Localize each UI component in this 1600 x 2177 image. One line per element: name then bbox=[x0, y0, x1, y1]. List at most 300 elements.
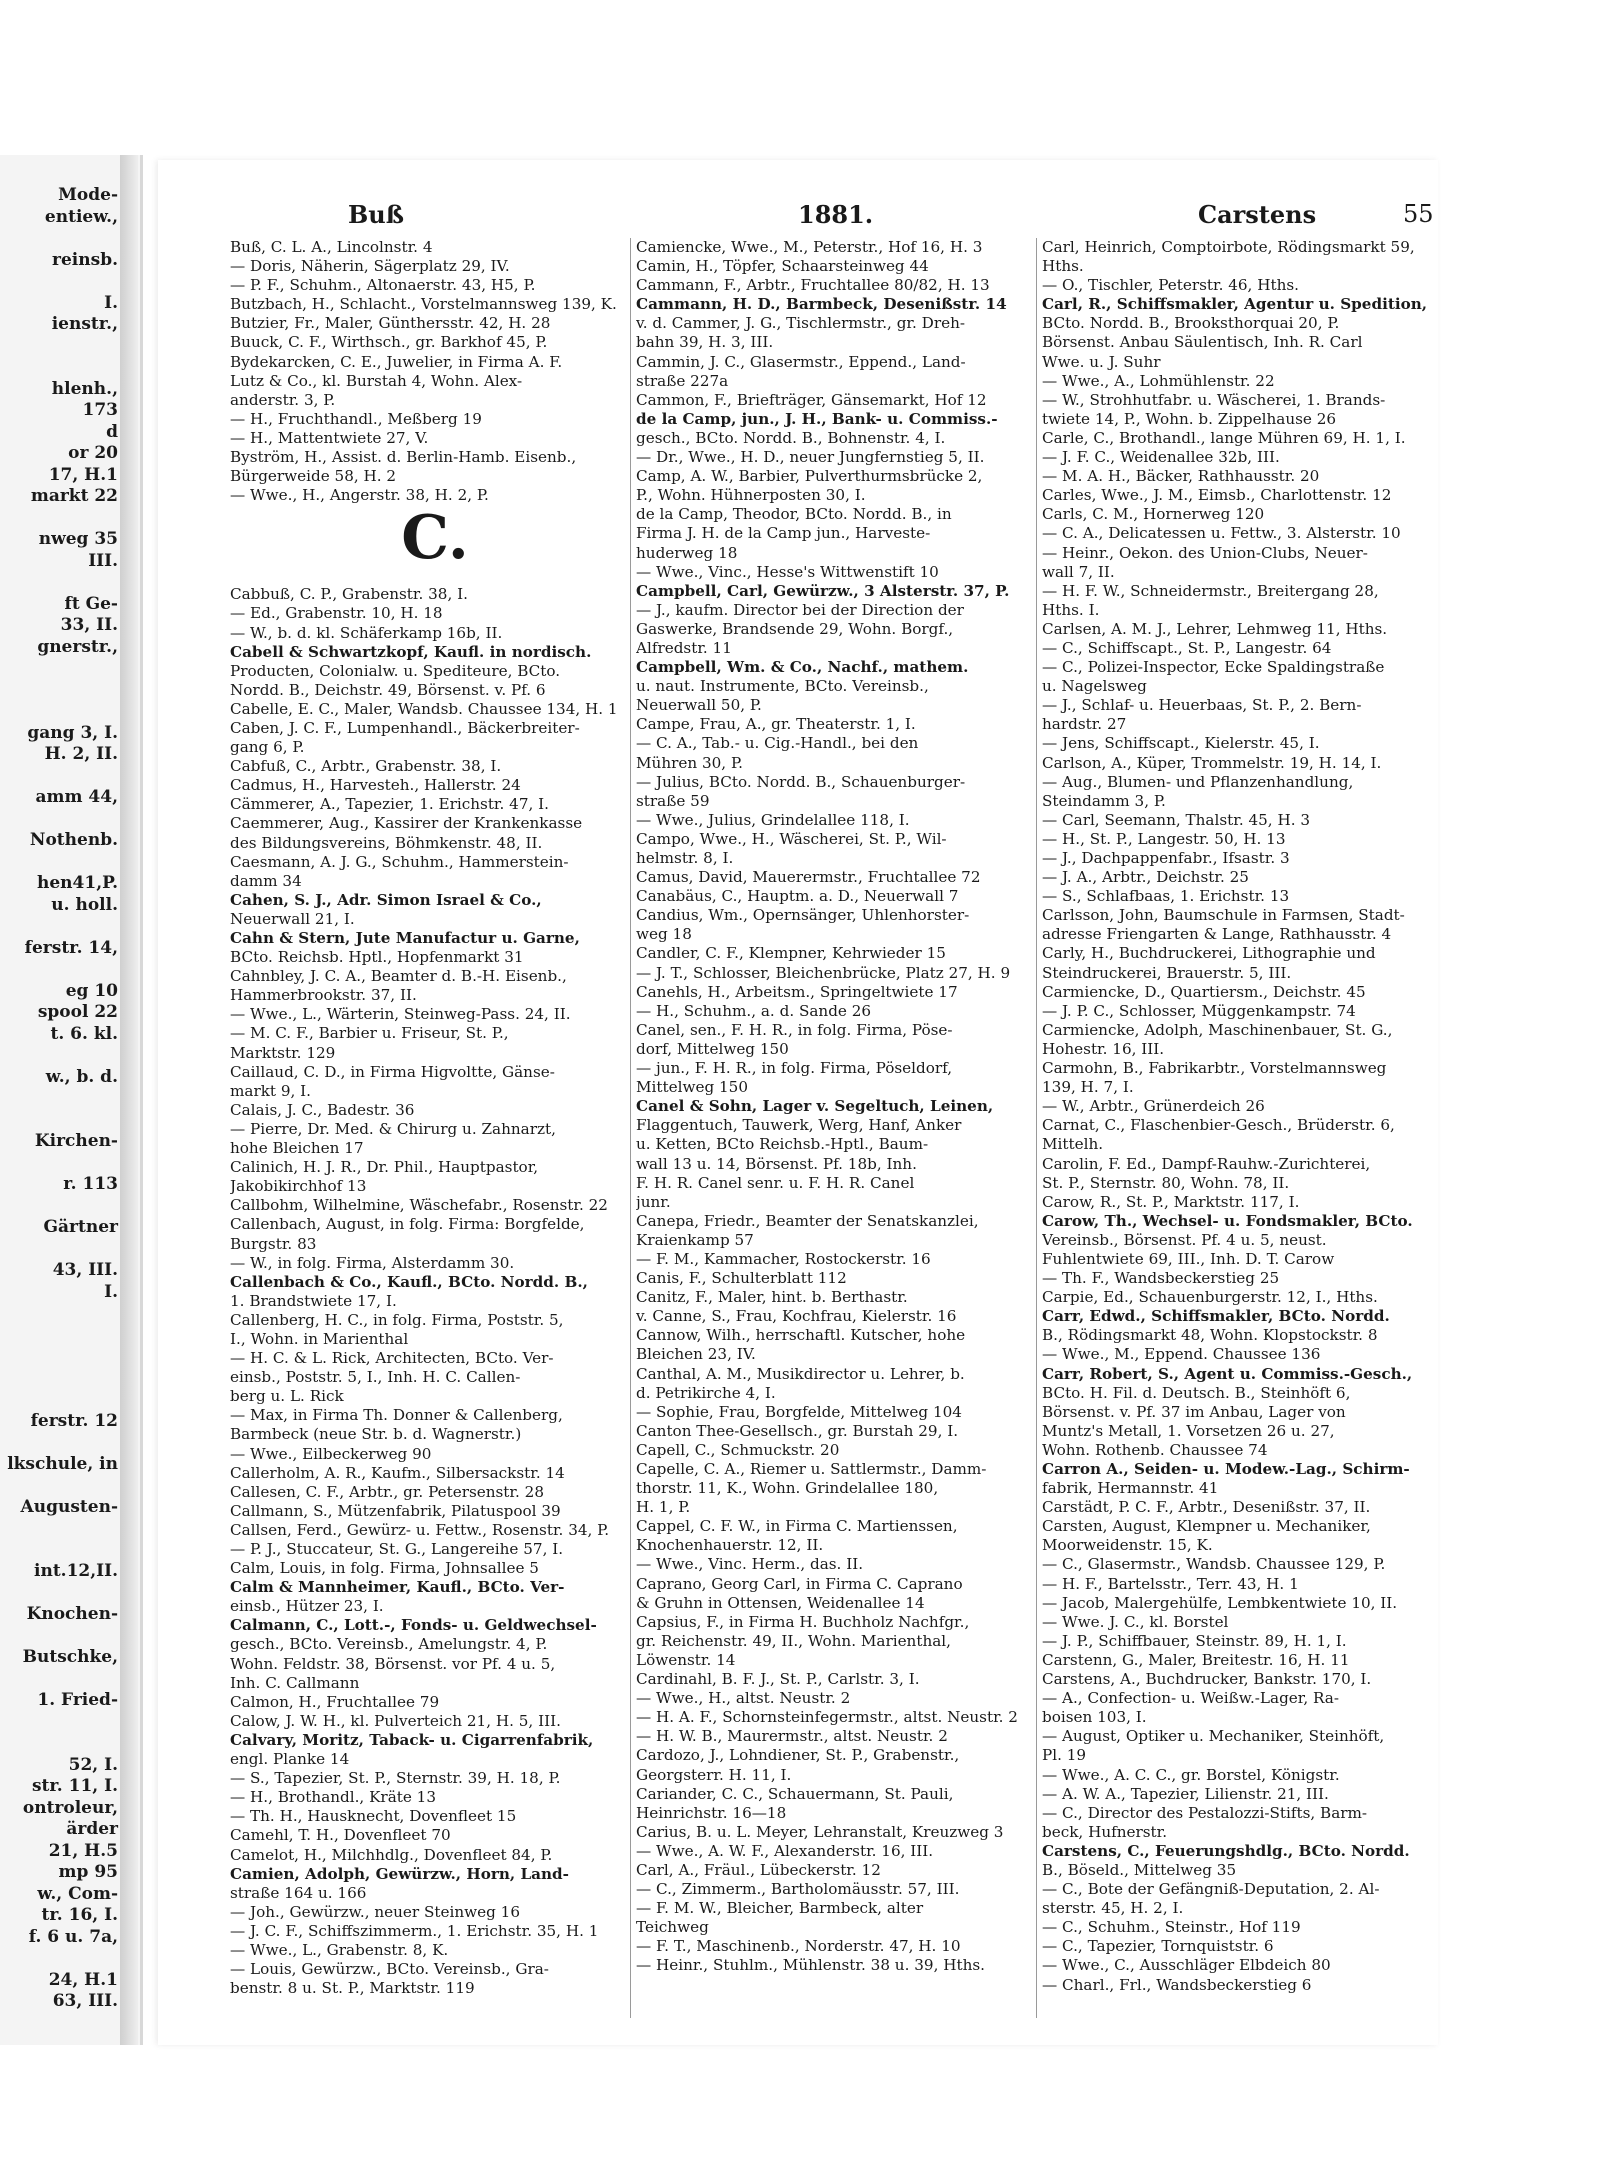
directory-entry-line: Canehls, H., Arbeitsm., Springeltwiete 17 bbox=[636, 982, 958, 1001]
previous-page-fragment: Augusten- bbox=[20, 1496, 118, 1517]
previous-page-fragment: I. bbox=[104, 292, 118, 313]
directory-entry-line: Löwenstr. 14 bbox=[636, 1650, 736, 1669]
directory-entry-line: — C., Bote der Gefängniß-Deputation, 2. Al- bbox=[1042, 1880, 1380, 1899]
directory-entry-line: Callerholm, A. R., Kaufm., Silbersackstr. 14 bbox=[230, 1463, 565, 1482]
previous-page-fragment: w., Com- bbox=[37, 1883, 118, 1904]
directory-entry-line: Carly, H., Buchdruckerei, Lithographie und bbox=[1042, 944, 1376, 963]
directory-entry-line: — F. T., Maschinenb., Norderstr. 47, H. 10 bbox=[636, 1937, 961, 1956]
header-right-keyword: Carstens bbox=[1198, 200, 1317, 229]
directory-entry-line: Heinrichstr. 16—18 bbox=[636, 1803, 787, 1822]
directory-entry-line: Teichweg bbox=[636, 1918, 709, 1937]
previous-page-fragment: gnerstr., bbox=[37, 636, 118, 657]
directory-entry-line: weg 18 bbox=[636, 925, 692, 944]
directory-entry-line: straße 59 bbox=[636, 791, 710, 810]
directory-entry-line: BCto. Nordd. B., Brooksthorquai 20, P. bbox=[1042, 314, 1340, 333]
directory-entry-line: Carow, Th., Wechsel- u. Fondsmakler, BCto. bbox=[1042, 1211, 1413, 1230]
previous-page-fragment: I. bbox=[104, 1281, 118, 1302]
directory-entry-line: Inh. C. Callmann bbox=[230, 1673, 360, 1692]
directory-entry-line: Carl, R., Schiffsmakler, Agentur u. Spedition, bbox=[1042, 295, 1428, 314]
previous-page-fragment: spool 22 bbox=[37, 1002, 118, 1022]
directory-entry-line: — J. T., Schlosser, Bleichenbrücke, Platz 27, H. 9 bbox=[636, 963, 1011, 982]
directory-entry-line: — H. F., Bartelsstr., Terr. 43, H. 1 bbox=[1042, 1574, 1299, 1593]
section-letter: C. bbox=[401, 503, 469, 574]
directory-entry-line: v. Canne, S., Frau, Kochfrau, Kielerstr. 16 bbox=[636, 1307, 957, 1326]
previous-page-fragment: ft Ge- bbox=[64, 593, 118, 614]
previous-page-fragment: r. 113 bbox=[63, 1174, 118, 1194]
directory-entry-line: — Sophie, Frau, Borgfelde, Mittelweg 104 bbox=[636, 1402, 962, 1421]
directory-entry-line: Cabell & Schwartzkopf, Kaufl. in nordisch. bbox=[230, 642, 592, 661]
directory-entry-line: junr. bbox=[636, 1192, 671, 1211]
directory-entry-line: Wohn. Feldstr. 38, Börsenst. vor Pf. 4 u. 5, bbox=[230, 1654, 556, 1673]
directory-entry-line: straße 227a bbox=[636, 371, 729, 390]
directory-entry-line: — J., Schlaf- u. Heuerbaas, St. P., 2. Bern- bbox=[1042, 696, 1362, 715]
directory-entry-line: Cardinahl, B. F. J., St. P., Carlstr. 3, I. bbox=[636, 1670, 920, 1689]
directory-entry-line: — J., kaufm. Director bei der Direction der bbox=[636, 600, 964, 619]
directory-entry-line: Cammon, F., Briefträger, Gänsemarkt, Hof 12 bbox=[636, 390, 987, 409]
directory-entry-line: bahn 39, H. 3, III. bbox=[636, 333, 774, 352]
directory-entry-line: Calmann, C., Lott.-, Fonds- u. Geldwechsel- bbox=[230, 1616, 597, 1635]
directory-entry-line: Canton Thee-Gesellsch., gr. Burstah 29, I. bbox=[636, 1421, 959, 1440]
directory-entry-line: Camus, David, Mauerermstr., Fruchtallee 72 bbox=[636, 868, 981, 887]
directory-column-3 bbox=[1042, 238, 1462, 1995]
previous-page-fragment: 17, H.1 bbox=[48, 464, 118, 485]
directory-entry-line: Cahn & Stern, Jute Manufactur u. Garne, bbox=[230, 929, 580, 947]
directory-entry-line: Carr, Robert, S., Agent u. Commiss.-Gesch., bbox=[1042, 1364, 1413, 1383]
directory-entry-line: u. Nagelsweg bbox=[1042, 677, 1147, 696]
directory-entry-line: — M. A. H., Bäcker, Rathhausstr. 20 bbox=[1042, 467, 1320, 486]
directory-entry-line: Nordd. B., Deichstr. 49, Börsenst. v. Pf. 6 bbox=[230, 680, 546, 699]
directory-entry-line: — J. P., Schiffbauer, Steinstr. 89, H. 1, I. bbox=[1042, 1631, 1347, 1650]
directory-entry-line: — A. W. A., Tapezier, Lilienstr. 21, III. bbox=[1042, 1784, 1329, 1803]
previous-page-fragment: markt 22 bbox=[30, 486, 118, 506]
previous-page-fragment: entiew., bbox=[44, 206, 118, 227]
directory-entry-line: sterstr. 45, H. 2, I. bbox=[1042, 1899, 1184, 1918]
directory-entry-line: Neuerwall 21, I. bbox=[230, 909, 355, 928]
directory-entry-line: — Wwe., Vinc., Hesse's Wittwenstift 10 bbox=[636, 562, 939, 581]
directory-entry-line: — O., Tischler, Peterstr. 46, Hths. bbox=[1042, 276, 1299, 295]
directory-entry-line: Carstädt, P. C. F., Arbtr., Desenißstr. 37, II. bbox=[1042, 1498, 1371, 1517]
previous-page-fragment: Mode- bbox=[58, 185, 118, 205]
directory-entry-line: — C., Schuhm., Steinstr., Hof 119 bbox=[1042, 1918, 1301, 1937]
directory-entry-line: — Aug., Blumen- und Pflanzenhandlung, bbox=[1042, 772, 1354, 791]
directory-entry-line: Buuck, C. F., Wirthsch., gr. Barkhof 45, P. bbox=[230, 333, 548, 352]
directory-entry-line: Hths. I. bbox=[1042, 600, 1100, 619]
previous-page-fragment: tr. 16, I. bbox=[41, 1905, 118, 1925]
previous-page-fragment: H. 2, II. bbox=[44, 744, 118, 764]
directory-entry-line: Carmiencke, D., Quartiersm., Deichstr. 45 bbox=[1042, 982, 1366, 1001]
directory-entry-line: Cahen, S. J., Adr. Simon Israel & Co., bbox=[230, 890, 542, 909]
directory-entry-line: Canthal, A. M., Musikdirector u. Lehrer, b. bbox=[636, 1364, 965, 1383]
directory-entry-line: — Jens, Schiffscapt., Kielerstr. 45, I. bbox=[1042, 734, 1320, 753]
directory-entry-line: Vereinsb., Börsenst. Pf. 4 u. 5, neust. bbox=[1042, 1230, 1327, 1249]
directory-entry-line: — Wwe., A. C. C., gr. Borstel, Königstr. bbox=[1042, 1765, 1340, 1784]
directory-entry-line: Hammerbrookstr. 37, II. bbox=[230, 986, 417, 1005]
directory-entry-line: gang 6, P. bbox=[230, 738, 305, 757]
directory-entry-line: — Wwe., A., Lohmühlenstr. 22 bbox=[1042, 371, 1275, 390]
directory-entry-line: Cammin, J. C., Glasermstr., Eppend., Land- bbox=[636, 352, 966, 371]
previous-page-fragment: gang 3, I. bbox=[27, 722, 118, 743]
directory-entry-line: Carl, Heinrich, Comptoirbote, Rödingsmarkt 59, bbox=[1042, 238, 1415, 256]
directory-entry-line: d. Petrikirche 4, I. bbox=[636, 1383, 776, 1402]
directory-entry-line: — C., Glasermstr., Wandsb. Chaussee 129, P. bbox=[1042, 1555, 1386, 1574]
previous-page-fragment: f. 6 u. 7a, bbox=[28, 1926, 118, 1947]
directory-entry-line: B., Rödingsmarkt 48, Wohn. Klopstockstr. 8 bbox=[1042, 1326, 1378, 1345]
directory-column-1 bbox=[230, 238, 640, 1998]
directory-entry-line: — C. A., Tab.- u. Cig.-Handl., bei den bbox=[636, 734, 919, 753]
directory-entry-line: — Jacob, Malergehülfe, Lembkentwiete 10, II. bbox=[1042, 1593, 1398, 1612]
directory-entry-line: Barmbeck (neue Str. b. d. Wagnerstr.) bbox=[230, 1425, 522, 1444]
directory-entry-line: Carius, B. u. L. Meyer, Lehranstalt, Kreuzweg 3 bbox=[636, 1822, 1004, 1841]
directory-entry-line: Cabfuß, C., Arbtr., Grabenstr. 38, I. bbox=[230, 757, 502, 776]
previous-page-fragment: ontroleur, bbox=[22, 1797, 118, 1818]
directory-entry-line: Calm & Mannheimer, Kaufl., BCto. Ver- bbox=[230, 1578, 565, 1597]
directory-entry-line: Carstens, C., Feuerungshdlg., BCto. Nordd. bbox=[1042, 1841, 1410, 1860]
previous-page-fragment: hen41,P. bbox=[37, 873, 118, 893]
directory-entry-line: Caprano, Georg Carl, in Firma C. Caprano bbox=[636, 1574, 963, 1593]
directory-entry-line: Camien, Adolph, Gewürzw., Horn, Land- bbox=[230, 1864, 569, 1883]
directory-entry-line: — H. C. & L. Rick, Architecten, BCto. Ver- bbox=[230, 1349, 554, 1368]
directory-entry-line: helmstr. 8, I. bbox=[636, 849, 734, 867]
directory-entry-line: Canepa, Friedr., Beamter der Senatskanzlei, bbox=[636, 1211, 979, 1230]
directory-entry-line: Calm, Louis, in folg. Firma, Johnsallee 5 bbox=[230, 1559, 539, 1578]
directory-entry-line: — C., Polizei-Inspector, Ecke Spaldingstraße bbox=[1042, 658, 1385, 677]
directory-entry-line: Hths. bbox=[1042, 257, 1084, 276]
directory-entry-line: Callenberg, H. C., in folg. Firma, Poststr. 5, bbox=[230, 1310, 564, 1329]
directory-entry-line: boisen 103, I. bbox=[1042, 1708, 1147, 1727]
directory-entry-line: — jun., F. H. R., in folg. Firma, Pöseldorf, bbox=[636, 1059, 953, 1078]
directory-entry-line: damm 34 bbox=[230, 871, 302, 890]
directory-entry-line: Camiencke, Wwe., M., Peterstr., Hof 16, H. 3 bbox=[636, 238, 983, 256]
directory-entry-line: engl. Planke 14 bbox=[230, 1750, 350, 1769]
directory-entry-line: Cabbuß, C. P., Grabenstr. 38, I. bbox=[230, 585, 468, 604]
directory-entry-line: Camehl, T. H., Dovenfleet 70 bbox=[230, 1826, 451, 1845]
directory-entry-line: Cariander, C. C., Schauermann, St. Pauli, bbox=[636, 1784, 954, 1803]
directory-entry-line: — P. F., Schuhm., Altonaerstr. 43, H5, P. bbox=[230, 276, 536, 295]
directory-entry-line: I., Wohn. in Marienthal bbox=[230, 1329, 409, 1348]
directory-entry-line: Capelle, C. A., Riemer u. Sattlermstr., Damm- bbox=[636, 1460, 987, 1478]
directory-entry-line: — Louis, Gewürzw., BCto. Vereinsb., Gra- bbox=[230, 1960, 549, 1979]
directory-entry-line: & Gruhn in Ottensen, Weidenallee 14 bbox=[636, 1593, 925, 1612]
directory-entry-line: Lutz & Co., kl. Burstah 4, Wohn. Alex- bbox=[230, 371, 523, 390]
directory-entry-line: Caemmerer, Aug., Kassirer der Krankenkasse bbox=[230, 814, 583, 833]
directory-entry-line: Carle, C., Brothandl., lange Mühren 69, H. 1, I. bbox=[1042, 428, 1406, 447]
directory-entry-line: Callenbach & Co., Kaufl., BCto. Nordd. B., bbox=[230, 1272, 588, 1291]
directory-entry-line: berg u. L. Rick bbox=[230, 1387, 344, 1406]
directory-entry-line: Moorweidenstr. 15, K. bbox=[1042, 1536, 1213, 1555]
directory-entry-line: BCto. Reichsb. Hptl., Hopfenmarkt 31 bbox=[230, 948, 524, 967]
directory-entry-line: Carlsson, John, Baumschule in Farmsen, Stadt- bbox=[1042, 906, 1405, 925]
previous-page-fragment: 1. Fried- bbox=[37, 1690, 118, 1710]
directory-entry-line: Wwe. u. J. Suhr bbox=[1042, 352, 1161, 371]
directory-entry-line: — C., Tapezier, Tornquiststr. 6 bbox=[1042, 1937, 1274, 1956]
directory-entry-line: Carsten, August, Klempner u. Mechaniker, bbox=[1042, 1517, 1371, 1536]
directory-entry-line: Cardozo, J., Lohndiener, St. P., Grabenstr., bbox=[636, 1746, 960, 1765]
directory-entry-line: — Wwe., C., Ausschläger Elbdeich 80 bbox=[1042, 1956, 1331, 1975]
directory-entry-line: — J. A., Arbtr., Deichstr. 25 bbox=[1042, 868, 1249, 887]
directory-entry-line: — Wwe., Julius, Grindelallee 118, I. bbox=[636, 810, 910, 829]
previous-page-fragment: 24, H.1 bbox=[48, 1969, 118, 1990]
directory-entry-line: Carls, C. M., Hornerweg 120 bbox=[1042, 505, 1265, 524]
directory-entry-line: — Julius, BCto. Nordd. B., Schauenburger- bbox=[636, 772, 966, 791]
directory-entry-line: — H., Schuhm., a. d. Sande 26 bbox=[636, 1001, 872, 1020]
directory-entry-line: — S., Tapezier, St. P., Sternstr. 39, H. 18, P. bbox=[230, 1769, 561, 1788]
directory-entry-line: Carles, Wwe., J. M., Eimsb., Charlottenstr. 12 bbox=[1042, 486, 1392, 505]
directory-entry-line: — Wwe., Vinc. Herm., das. II. bbox=[636, 1555, 864, 1574]
directory-entry-line: St. P., Sternstr. 80, Wohn. 78, II. bbox=[1042, 1173, 1290, 1192]
previous-page-margin bbox=[0, 155, 143, 2045]
directory-entry-line: — Th. H., Hausknecht, Dovenfleet 15 bbox=[230, 1807, 517, 1826]
directory-entry-line: Buß, C. L. A., Lincolnstr. 4 bbox=[230, 238, 433, 256]
directory-entry-line: Alfredstr. 11 bbox=[636, 638, 732, 657]
directory-entry-line: Capell, C., Schmuckstr. 20 bbox=[636, 1440, 840, 1459]
directory-entry-line: — J. F. C., Weidenallee 32b, III. bbox=[1042, 448, 1280, 467]
previous-page-fragment: Nothenb. bbox=[29, 830, 118, 850]
previous-page-fragment: Kirchen- bbox=[34, 1131, 118, 1151]
directory-entry-line: hohe Bleichen 17 bbox=[230, 1139, 364, 1158]
directory-entry-line: Callesen, C. F., Arbtr., gr. Petersenstr. 28 bbox=[230, 1482, 544, 1501]
directory-entry-line: — J. P. C., Schlosser, Müggenkampstr. 74 bbox=[1042, 1001, 1356, 1020]
directory-entry-line: — Carl, Seemann, Thalstr. 45, H. 3 bbox=[1042, 810, 1311, 829]
directory-entry-line: — F. M., Kammacher, Rostockerstr. 16 bbox=[636, 1249, 931, 1268]
directory-entry-line: Cadmus, H., Harvesteh., Hallerstr. 24 bbox=[230, 776, 521, 795]
directory-entry-line: Cammann, F., Arbtr., Fruchtallee 80/82, H. 13 bbox=[636, 276, 990, 295]
directory-entry-line: Carl, A., Fräul., Lübeckerstr. 12 bbox=[636, 1860, 881, 1879]
directory-entry-line: — Heinr., Oekon. des Union-Clubs, Neuer- bbox=[1042, 543, 1368, 562]
directory-entry-line: — A., Confection- u. Weißw.-Lager, Ra- bbox=[1042, 1689, 1339, 1708]
directory-entry-line: Callsen, Ferd., Gewürz- u. Fettw., Rosenstr. 34, P. bbox=[230, 1520, 610, 1539]
directory-entry-line: Georgsterr. H. 11, I. bbox=[636, 1765, 792, 1784]
directory-entry-line: — J. C. F., Schiffszimmerm., 1. Erichstr. 35, H. 1 bbox=[230, 1921, 599, 1940]
previous-page-fragment: w., b. d. bbox=[45, 1066, 118, 1087]
directory-entry-line: — H., Mattentwiete 27, V. bbox=[230, 428, 429, 447]
previous-page-fragment: 43, III. bbox=[52, 1260, 118, 1280]
directory-entry-line: Camelot, H., Milchhdlg., Dovenfleet 84, P. bbox=[230, 1845, 553, 1864]
directory-entry-line: Cannow, Wilh., herrschaftl. Kutscher, hohe bbox=[636, 1326, 966, 1345]
previous-page-fragment: 33, II. bbox=[60, 615, 118, 635]
directory-entry-line: twiete 14, P., Wohn. b. Zippelhause 26 bbox=[1042, 409, 1337, 428]
previous-page-fragment: hlenh., bbox=[51, 378, 118, 399]
directory-entry-line: — Wwe., L., Wärterin, Steinweg-Pass. 24, II. bbox=[230, 1005, 571, 1024]
directory-entry-line: Butzbach, H., Schlacht., Vorstelmannsweg 139, K. bbox=[230, 295, 617, 314]
directory-column-2 bbox=[636, 238, 1046, 1976]
directory-entry-line: Canis, F., Schulterblatt 112 bbox=[636, 1269, 847, 1288]
directory-entry-line: — P. J., Stuccateur, St. G., Langereihe 57, I. bbox=[230, 1540, 564, 1558]
directory-entry-line: Carnat, C., Flaschenbier-Gesch., Brüderstr. 6, bbox=[1042, 1116, 1395, 1135]
directory-entry-line: gesch., BCto. Vereinsb., Amelungstr. 4, P. bbox=[230, 1635, 548, 1654]
directory-entry-line: — H., Fruchthandl., Meßberg 19 bbox=[230, 409, 482, 428]
directory-entry-line: Canabäus, C., Hauptm. a. D., Neuerwall 7 bbox=[636, 887, 959, 906]
previous-page-fragment: Knochen- bbox=[26, 1604, 118, 1624]
directory-entry-line: gr. Reichenstr. 49, II., Wohn. Marienthal, bbox=[636, 1631, 951, 1650]
directory-entry-line: Canel & Sohn, Lager v. Segeltuch, Leinen, bbox=[636, 1097, 994, 1116]
directory-entry-line: — C., Schiffscapt., St. P., Langestr. 64 bbox=[1042, 638, 1332, 657]
directory-entry-line: Campo, Wwe., H., Wäscherei, St. P., Wil- bbox=[636, 829, 947, 848]
directory-entry-line: Steindamm 3, P. bbox=[1042, 791, 1166, 810]
directory-entry-line: Byström, H., Assist. d. Berlin-Hamb. Eisenb., bbox=[230, 448, 577, 467]
directory-entry-line: Camin, H., Töpfer, Schaarsteinweg 44 bbox=[636, 257, 929, 276]
directory-entry-line: — W., b. d. kl. Schäferkamp 16b, II. bbox=[230, 623, 503, 642]
directory-entry-line: v. d. Cammer, J. G., Tischlermstr., gr. Dreh- bbox=[636, 314, 966, 333]
directory-entry-line: — Th. F., Wandsbeckerstieg 25 bbox=[1042, 1269, 1280, 1288]
directory-entry-line: Börsenst. Anbau Säulentisch, Inh. R. Carl bbox=[1042, 333, 1363, 352]
directory-entry-line: — M. C. F., Barbier u. Friseur, St. P., bbox=[230, 1024, 509, 1043]
directory-entry-line: — Pierre, Dr. Med. & Chirurg u. Zahnarzt, bbox=[230, 1119, 556, 1138]
previous-page-fragment: d bbox=[106, 421, 118, 442]
directory-entry-line: Carlson, A., Küper, Trommelstr. 19, H. 14, I. bbox=[1042, 753, 1382, 772]
directory-entry-line: Jakobikirchhof 13 bbox=[230, 1177, 367, 1196]
directory-entry-line: Caben, J. C. F., Lumpenhandl., Bäckerbreiter- bbox=[230, 718, 580, 737]
directory-entry-line: — W., Arbtr., Grünerdeich 26 bbox=[1042, 1097, 1265, 1116]
previous-page-fragment: 63, III. bbox=[52, 1991, 118, 2011]
directory-entry-line: Flaggentuch, Tauwerk, Werg, Hanf, Anker bbox=[636, 1116, 962, 1135]
previous-page-fragment: t. 6. kl. bbox=[50, 1023, 118, 1044]
directory-entry-line: — W., Strohhutfabr. u. Wäscherei, 1. Brands- bbox=[1042, 390, 1386, 409]
directory-entry-line: Carstenn, G., Maler, Breitestr. 16, H. 11 bbox=[1042, 1650, 1350, 1669]
directory-entry-line: Calmon, H., Fruchtallee 79 bbox=[230, 1692, 440, 1711]
directory-entry-line: Campe, Frau, A., gr. Theaterstr. 1, I. bbox=[636, 715, 916, 734]
previous-page-fragment: int.12,II. bbox=[34, 1561, 118, 1581]
directory-entry-line: — H. A. F., Schornsteinfegermstr., altst. Neustr. 2 bbox=[636, 1708, 1018, 1727]
directory-entry-line: de la Camp, Theodor, BCto. Nordd. B., in bbox=[636, 505, 952, 524]
directory-entry-line: — C., Director des Pestalozzi-Stifts, Barm- bbox=[1042, 1803, 1368, 1822]
previous-page-fragment: Gärtner bbox=[43, 1217, 118, 1237]
directory-entry-line: — Max, in Firma Th. Donner & Callenberg, bbox=[230, 1406, 563, 1425]
directory-entry-line: thorstr. 11, K., Wohn. Grindelallee 180, bbox=[636, 1479, 939, 1498]
directory-entry-line: hardstr. 27 bbox=[1042, 715, 1127, 734]
previous-page-fragment: u. holl. bbox=[51, 894, 118, 915]
directory-entry-line: — Wwe., M., Eppend. Chaussee 136 bbox=[1042, 1345, 1321, 1364]
directory-entry-line: Carow, R., St. P., Marktstr. 117, I. bbox=[1042, 1192, 1300, 1211]
directory-entry-line: — C. A., Delicatessen u. Fettw., 3. Alsterstr. 10 bbox=[1042, 524, 1401, 543]
directory-entry-line: Börsenst. v. Pf. 37 im Anbau, Lager von bbox=[1042, 1402, 1346, 1421]
directory-entry-line: Mittelh. bbox=[1042, 1135, 1104, 1154]
directory-entry-line: Marktstr. 129 bbox=[230, 1043, 336, 1062]
directory-entry-line: Muntz's Metall, 1. Vorsetzen 26 u. 27, bbox=[1042, 1421, 1335, 1440]
directory-entry-line: markt 9, I. bbox=[230, 1081, 311, 1100]
directory-entry-line: Campbell, Carl, Gewürzw., 3 Alsterstr. 37, P. bbox=[636, 581, 1010, 600]
directory-entry-line: — Ed., Grabenstr. 10, H. 18 bbox=[230, 604, 443, 623]
directory-entry-line: Cahnbley, J. C. A., Beamter d. B.-H. Eisenb., bbox=[230, 967, 567, 986]
directory-entry-line: — August, Optiker u. Mechaniker, Steinhöft, bbox=[1042, 1727, 1385, 1746]
directory-entry-line: — Wwe., A. W. F., Alexanderstr. 16, III. bbox=[636, 1841, 934, 1860]
header-year: 1881. bbox=[798, 200, 874, 229]
directory-entry-line: Campbell, Wm. & Co., Nachf., mathem. bbox=[636, 658, 969, 677]
directory-entry-line: Calow, J. W. H., kl. Pulverteich 21, H. 5, III. bbox=[230, 1711, 561, 1730]
directory-entry-line: Burgstr. 83 bbox=[230, 1234, 317, 1253]
directory-entry-line: — Wwe., H., altst. Neustr. 2 bbox=[636, 1689, 851, 1708]
previous-page-fragment: mp 95 bbox=[58, 1862, 118, 1882]
previous-page-fragment: III. bbox=[88, 550, 118, 571]
directory-entry-line: Mittelweg 150 bbox=[636, 1078, 748, 1097]
directory-entry-line: Steindruckerei, Brauerstr. 5, III. bbox=[1042, 963, 1292, 982]
previous-page-fragment: 52, I. bbox=[68, 1754, 118, 1775]
directory-entry-line: Gaswerke, Brandsende 29, Wohn. Borgf., bbox=[636, 619, 954, 638]
directory-entry-line: H. 1, P. bbox=[636, 1498, 691, 1517]
directory-entry-line: Calinich, H. J. R., Dr. Phil., Hauptpastor, bbox=[230, 1158, 539, 1177]
directory-entry-line: — H. W. B., Maurermstr., altst. Neustr. 2 bbox=[636, 1727, 948, 1746]
directory-entry-line: Caesmann, A. J. G., Schuhm., Hammerstein- bbox=[230, 852, 569, 871]
directory-entry-line: — Doris, Näherin, Sägerplatz 29, IV. bbox=[230, 257, 510, 276]
directory-entry-line: — H., Brothandl., Kräte 13 bbox=[230, 1788, 436, 1807]
directory-entry-line: Fuhlentwiete 69, III., Inh. D. T. Carow bbox=[1042, 1249, 1335, 1268]
previous-page-fragment: lkschule, in bbox=[7, 1453, 118, 1474]
directory-entry-line: Callbohm, Wilhelmine, Wäschefabr., Rosenstr. 22 bbox=[230, 1196, 608, 1215]
directory-entry-line: beck, Hufnerstr. bbox=[1042, 1822, 1168, 1841]
directory-entry-line: Mühren 30, P. bbox=[636, 753, 743, 772]
directory-entry-line: u. Ketten, BCto Reichsb.-Hptl., Baum- bbox=[636, 1135, 929, 1154]
previous-page-fragment: ärder bbox=[66, 1819, 118, 1839]
directory-entry-line: Bleichen 23, IV. bbox=[636, 1345, 756, 1364]
directory-entry-line: Capsius, F., in Firma H. Buchholz Nachfgr., bbox=[636, 1612, 970, 1631]
directory-entry-line: u. naut. Instrumente, BCto. Vereinsb., bbox=[636, 677, 929, 696]
directory-entry-line: anderstr. 3, P. bbox=[230, 390, 336, 409]
directory-entry-line: Cappel, C. F. W., in Firma C. Martienssen, bbox=[636, 1517, 958, 1536]
previous-page-fragment: str. 11, I. bbox=[31, 1776, 118, 1796]
directory-entry-line: — Joh., Gewürzw., neuer Steinweg 16 bbox=[230, 1902, 520, 1921]
directory-entry-line: F. H. R. Canel senr. u. F. H. R. Canel bbox=[636, 1173, 915, 1192]
directory-entry-line: Kraienkamp 57 bbox=[636, 1230, 754, 1249]
header-left-keyword: Buß bbox=[348, 200, 404, 229]
page-gutter bbox=[120, 155, 138, 2045]
directory-entry-line: adresse Friengarten & Lange, Rathhausstr. 4 bbox=[1042, 925, 1392, 944]
directory-entry-line: — W., in folg. Firma, Alsterdamm 30. bbox=[230, 1253, 515, 1272]
directory-entry-line: Callenbach, August, in folg. Firma: Borgfelde, bbox=[230, 1215, 585, 1234]
directory-entry-line: Candler, C. F., Klempner, Kehrwieder 15 bbox=[636, 944, 946, 963]
directory-entry-line: — Wwe., L., Grabenstr. 8, K. bbox=[230, 1940, 449, 1959]
page-number: 55 bbox=[1403, 200, 1434, 228]
directory-entry-line: B., Böseld., Mittelweg 35 bbox=[1042, 1860, 1237, 1879]
previous-page-fragment: nweg 35 bbox=[38, 529, 118, 549]
directory-entry-line: — Charl., Frl., Wandsbeckerstieg 6 bbox=[1042, 1975, 1312, 1994]
previous-page-fragment: amm 44, bbox=[35, 787, 118, 807]
directory-entry-line: Candius, Wm., Opernsänger, Uhlenhorster- bbox=[636, 906, 970, 925]
directory-entry-line: — Wwe. J. C., kl. Borstel bbox=[1042, 1612, 1229, 1631]
directory-entry-line: straße 164 u. 166 bbox=[230, 1883, 367, 1902]
directory-entry-line: Cammann, H. D., Barmbeck, Desenißstr. 14 bbox=[636, 295, 1007, 314]
directory-entry-line: Pl. 19 bbox=[1042, 1746, 1087, 1765]
directory-entry-line: Canitz, F., Maler, hint. b. Berthastr. bbox=[636, 1288, 908, 1307]
directory-page bbox=[158, 160, 1438, 2045]
directory-entry-line: 139, H. 7, I. bbox=[1042, 1078, 1134, 1097]
directory-entry-line: einsb., Hützer 23, I. bbox=[230, 1597, 384, 1616]
directory-entry-line: Carmohn, B., Fabrikarbtr., Vorstelmannsweg bbox=[1042, 1059, 1387, 1078]
previous-page-fragment: ienstr., bbox=[51, 314, 118, 334]
previous-page-fragment: ferstr. 12 bbox=[30, 1410, 118, 1431]
directory-entry-line: wall 13 u. 14, Börsenst. Pf. 18b, Inh. bbox=[636, 1154, 917, 1173]
directory-entry-line: — H. F. W., Schneidermstr., Breitergang 28, bbox=[1042, 581, 1379, 600]
directory-entry-line: — J., Dachpappenfabr., Ifsastr. 3 bbox=[1042, 849, 1290, 867]
directory-entry-line: de la Camp, jun., J. H., Bank- u. Commiss.- bbox=[636, 409, 998, 428]
directory-entry-line: — S., Schlafbaas, 1. Erichstr. 13 bbox=[1042, 887, 1290, 906]
directory-entry-line: Bürgerweide 58, H. 2 bbox=[230, 467, 397, 486]
previous-page-fragment: reinsb. bbox=[52, 249, 118, 270]
directory-entry-line: benstr. 8 u. St. P., Marktstr. 119 bbox=[230, 1979, 475, 1998]
previous-page-fragment: 21, H.5 bbox=[48, 1840, 118, 1861]
directory-entry-line: BCto. H. Fil. d. Deutsch. B., Steinhöft 6, bbox=[1042, 1383, 1351, 1402]
directory-entry-line: Carmiencke, Adolph, Maschinenbauer, St. G., bbox=[1042, 1020, 1393, 1039]
directory-entry-line: Bydekarcken, C. E., Juwelier, in Firma A. F. bbox=[230, 352, 563, 371]
directory-entry-line: Wohn. Rothenb. Chaussee 74 bbox=[1042, 1440, 1268, 1459]
directory-entry-line: Carstens, A., Buchdrucker, Bankstr. 170, I. bbox=[1042, 1670, 1372, 1689]
directory-entry-line: dorf, Mittelweg 150 bbox=[636, 1039, 789, 1058]
directory-entry-line: P., Wohn. Hühnerposten 30, I. bbox=[636, 486, 866, 505]
directory-entry-line: — F. M. W., Bleicher, Barmbeck, alter bbox=[636, 1899, 924, 1918]
previous-page-fragment: or 20 bbox=[68, 443, 118, 463]
directory-entry-line: Firma J. H. de la Camp jun., Harveste- bbox=[636, 524, 931, 543]
directory-entry-line: Caillaud, C. D., in Firma Higvoltte, Gänse- bbox=[230, 1062, 555, 1081]
directory-entry-line: Producten, Colonialw. u. Spediteure, BCto. bbox=[230, 661, 561, 680]
directory-entry-line: wall 7, II. bbox=[1042, 562, 1115, 581]
